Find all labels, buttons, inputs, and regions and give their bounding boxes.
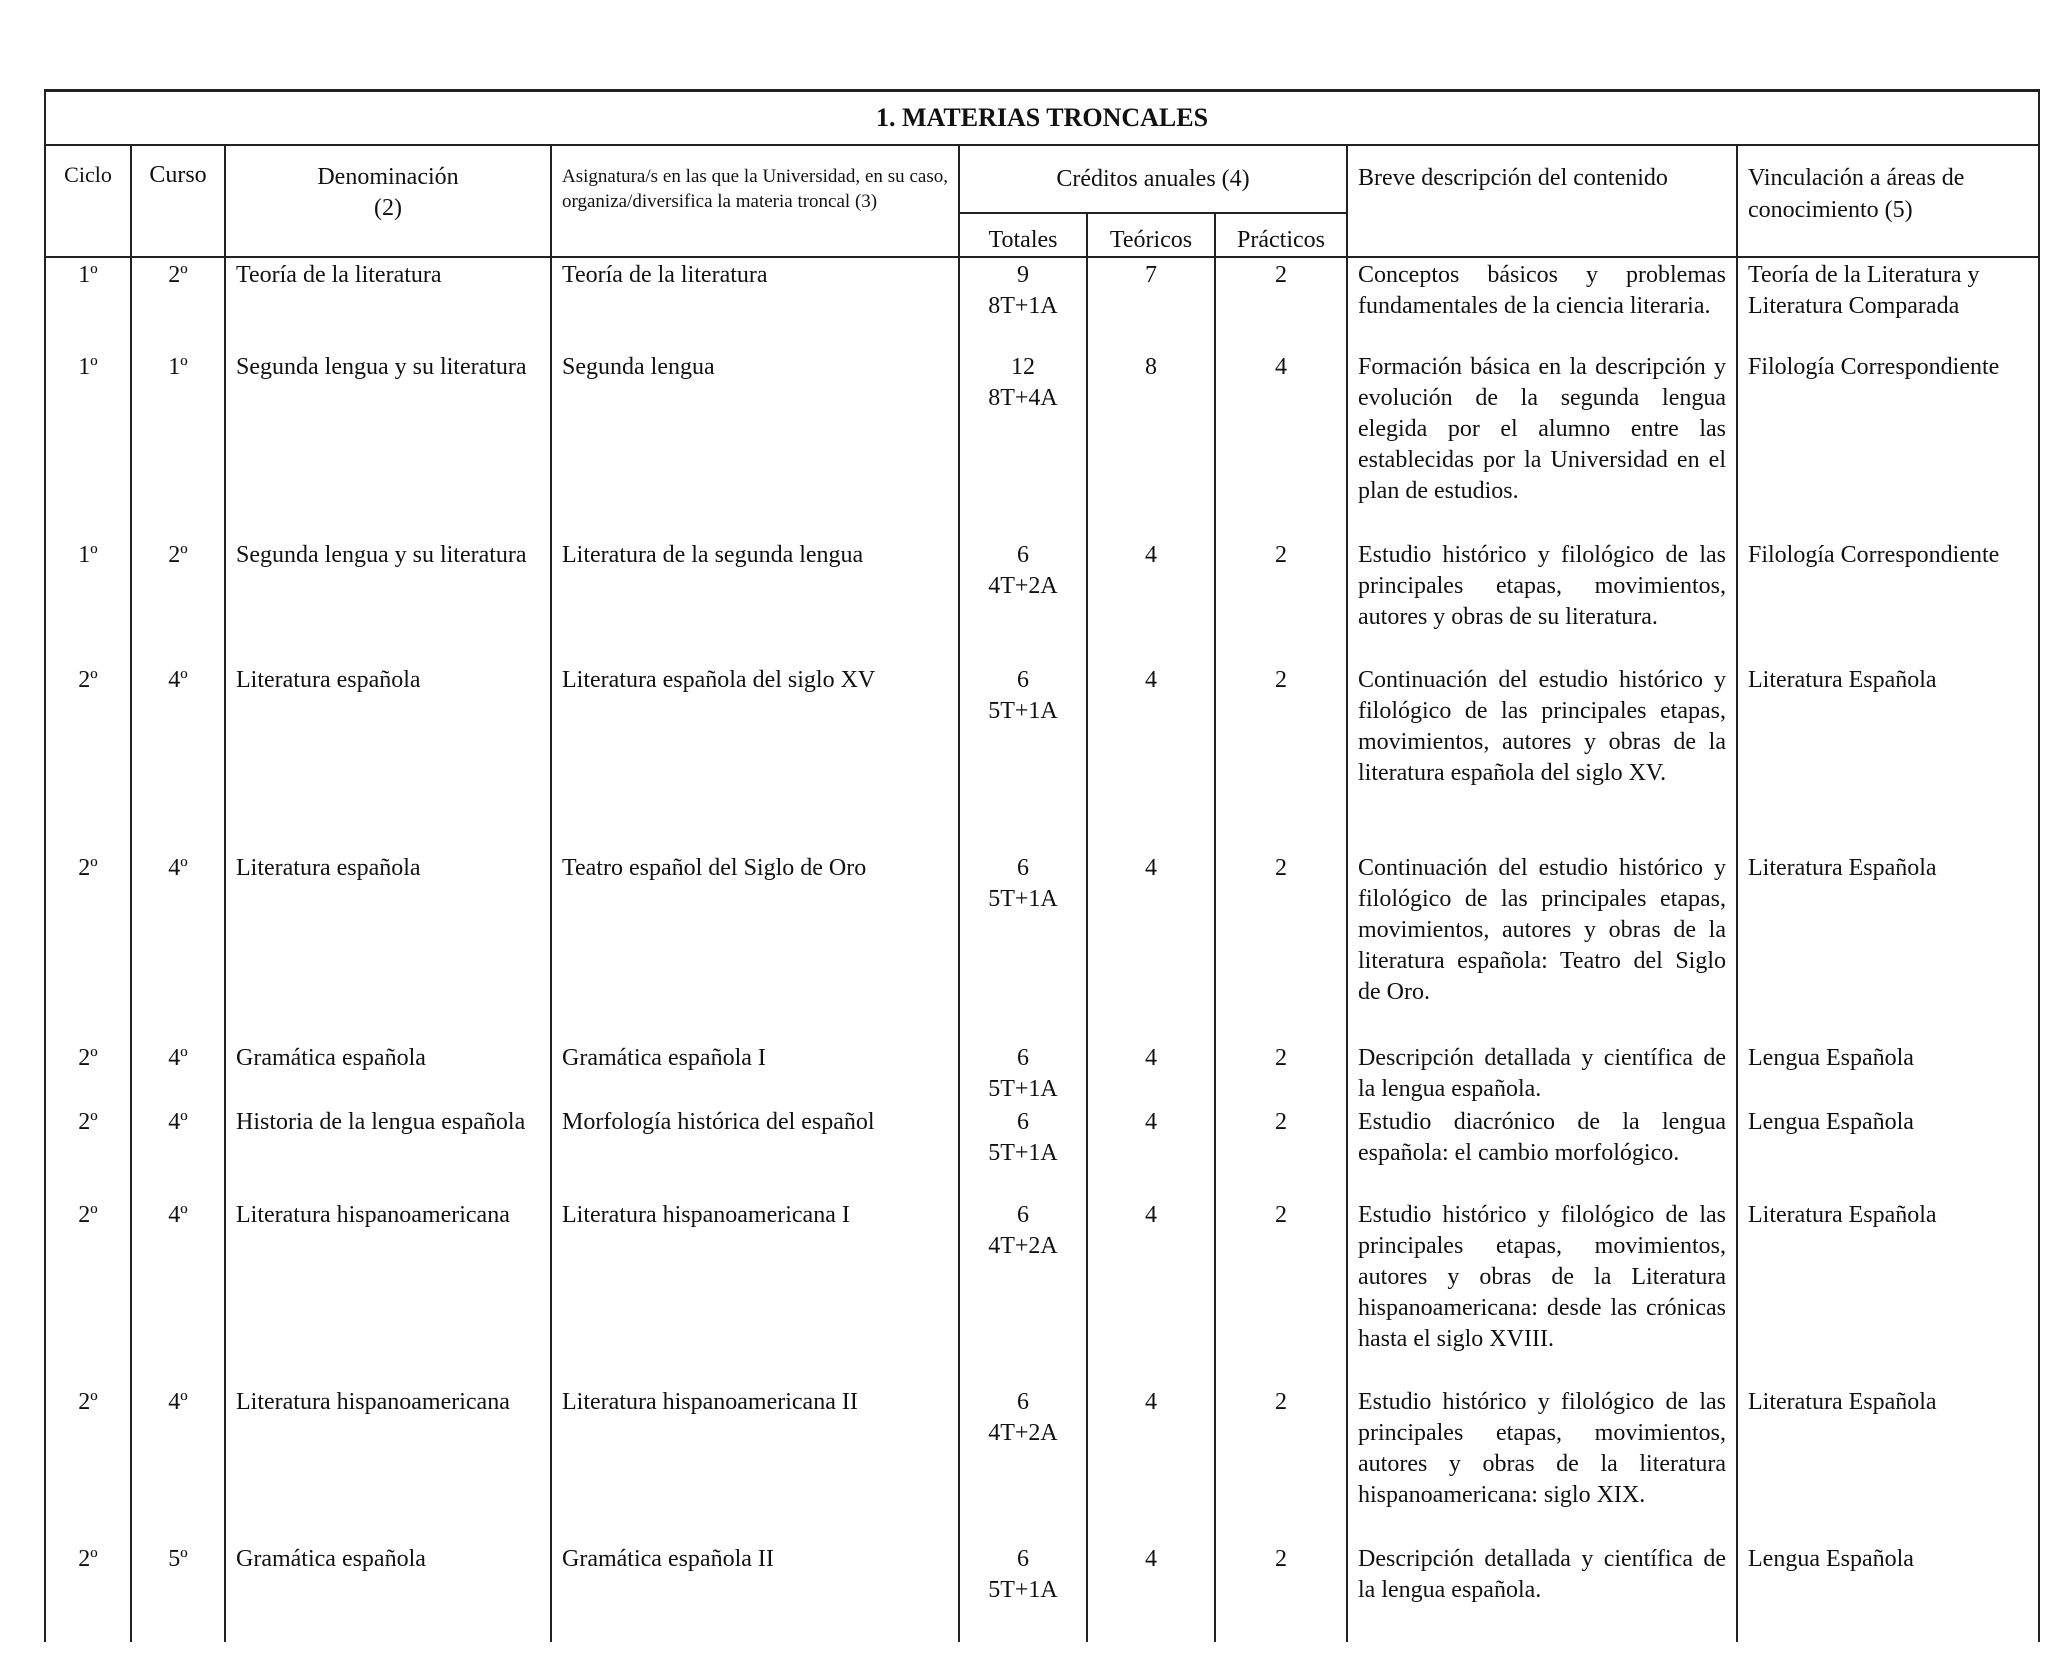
- cell-totales: [959, 1542, 1087, 1642]
- header-curso: Curso: [131, 145, 225, 257]
- cell-totales: [959, 1105, 1087, 1198]
- cell-ciclo: 2º: [45, 1385, 131, 1542]
- cell-asignatura: Literatura española del siglo XV: [551, 663, 959, 851]
- table-row: [45, 1041, 2039, 1105]
- cell-denominacion: Literatura española: [225, 851, 551, 1041]
- table-row: [45, 257, 2039, 350]
- cell-asignatura: Gramática española II: [551, 1542, 959, 1642]
- cell-practicos: 2: [1215, 1105, 1347, 1198]
- totales-value: 12: [1011, 354, 1035, 380]
- table-body: [45, 257, 2039, 1642]
- header-descripcion: Breve descripción del contenido: [1347, 145, 1737, 257]
- cell-teoricos: 4: [1087, 1041, 1215, 1105]
- cell-curso: 4º: [131, 1198, 225, 1385]
- cell-descripcion: Estudio diacrónico de la lengua española: el cambio morfológico.: [1347, 1105, 1737, 1198]
- distribucion-value: 4T+2A: [988, 1420, 1058, 1446]
- cell-teoricos: 4: [1087, 1385, 1215, 1542]
- cell-ciclo: 2º: [45, 1542, 131, 1642]
- cell-practicos: 2: [1215, 663, 1347, 851]
- table-row: [45, 1198, 2039, 1385]
- cell-curso: 2º: [131, 538, 225, 663]
- header-vinculacion: Vinculación a áreas de conocimiento (5): [1737, 145, 2039, 257]
- header-denominacion: [225, 145, 551, 257]
- table-row: [45, 851, 2039, 1041]
- materias-table: [44, 89, 2040, 1642]
- cell-practicos: 2: [1215, 1198, 1347, 1385]
- cell-asignatura: Morfología histórica del español: [551, 1105, 959, 1198]
- cell-curso: 4º: [131, 663, 225, 851]
- totales-value: 6: [1017, 1109, 1029, 1135]
- cell-practicos: 2: [1215, 851, 1347, 1041]
- materias-troncales-document: [44, 89, 2038, 1642]
- cell-vinculacion: Lengua Española: [1737, 1542, 2039, 1642]
- cell-teoricos: 4: [1087, 1542, 1215, 1642]
- cell-practicos: 2: [1215, 1542, 1347, 1642]
- cell-asignatura: Segunda lengua: [551, 350, 959, 538]
- cell-descripcion: Formación básica en la descripción y evolución de la segunda lengua elegida por el alumno entre las establecidas por la Universidad en el plan de estudios.: [1347, 350, 1737, 538]
- cell-totales: [959, 538, 1087, 663]
- cell-denominacion: Segunda lengua y su literatura: [225, 350, 551, 538]
- distribucion-value: 5T+1A: [988, 1577, 1058, 1603]
- cell-teoricos: 7: [1087, 257, 1215, 350]
- cell-teoricos: 4: [1087, 538, 1215, 663]
- distribucion-value: 8T+4A: [988, 385, 1058, 411]
- cell-totales: [959, 1198, 1087, 1385]
- cell-denominacion: Literatura española: [225, 663, 551, 851]
- header-creditos: Créditos anuales (4): [959, 145, 1347, 213]
- cell-descripcion: Estudio histórico y filológico de las principales etapas, movimientos, autores y obras de su literatura.: [1347, 538, 1737, 663]
- totales-value: 6: [1017, 1045, 1029, 1071]
- cell-vinculacion: Literatura Española: [1737, 1198, 2039, 1385]
- cell-vinculacion: Lengua Española: [1737, 1041, 2039, 1105]
- cell-descripcion: Estudio histórico y filológico de las principales etapas, movimientos, autores y obras de la literatura hispanoamericana: siglo XIX.: [1347, 1385, 1737, 1542]
- cell-vinculacion: Literatura Española: [1737, 851, 2039, 1041]
- cell-asignatura: Teoría de la literatura: [551, 257, 959, 350]
- cell-denominacion: Gramática española: [225, 1542, 551, 1642]
- cell-curso: 4º: [131, 1385, 225, 1542]
- distribucion-value: 4T+2A: [988, 573, 1058, 599]
- cell-ciclo: 1º: [45, 538, 131, 663]
- cell-teoricos: 8: [1087, 350, 1215, 538]
- cell-practicos: 2: [1215, 538, 1347, 663]
- cell-practicos: 2: [1215, 1385, 1347, 1542]
- cell-denominacion: Literatura hispanoamericana: [225, 1198, 551, 1385]
- cell-teoricos: 4: [1087, 663, 1215, 851]
- cell-ciclo: 1º: [45, 350, 131, 538]
- cell-totales: [959, 1385, 1087, 1542]
- distribucion-value: 5T+1A: [988, 1140, 1058, 1166]
- cell-practicos: 4: [1215, 350, 1347, 538]
- cell-teoricos: 4: [1087, 851, 1215, 1041]
- table-title: 1. MATERIAS TRONCALES: [45, 91, 2039, 146]
- cell-denominacion: Segunda lengua y su literatura: [225, 538, 551, 663]
- totales-value: 6: [1017, 1389, 1029, 1415]
- totales-value: 6: [1017, 1202, 1029, 1228]
- header-denominacion-label: Denominación: [317, 164, 459, 190]
- cell-totales: [959, 663, 1087, 851]
- cell-ciclo: 2º: [45, 663, 131, 851]
- cell-totales: [959, 1041, 1087, 1105]
- cell-curso: 2º: [131, 257, 225, 350]
- table-row: [45, 1542, 2039, 1642]
- cell-curso: 4º: [131, 851, 225, 1041]
- header-practicos: Prácticos: [1215, 213, 1347, 257]
- cell-totales: [959, 851, 1087, 1041]
- table-row: [45, 1105, 2039, 1198]
- cell-asignatura: Literatura de la segunda lengua: [551, 538, 959, 663]
- distribucion-value: 8T+1A: [988, 293, 1058, 319]
- cell-teoricos: 4: [1087, 1198, 1215, 1385]
- cell-denominacion: Teoría de la literatura: [225, 257, 551, 350]
- cell-denominacion: Gramática española: [225, 1041, 551, 1105]
- header-asignaturas: Asignatura/s en las que la Universidad, en su caso, organiza/diversifica la materia troncal (3): [551, 145, 959, 257]
- cell-descripcion: Continuación del estudio histórico y filológico de las principales etapas, movimientos, autores y obras de la literatura española del siglo XV.: [1347, 663, 1737, 851]
- cell-teoricos: 4: [1087, 1105, 1215, 1198]
- totales-value: 9: [1017, 262, 1029, 288]
- cell-asignatura: Literatura hispanoamericana I: [551, 1198, 959, 1385]
- title-row: [45, 91, 2039, 146]
- cell-totales: [959, 257, 1087, 350]
- table-row: [45, 1385, 2039, 1542]
- cell-curso: 4º: [131, 1041, 225, 1105]
- cell-denominacion: Literatura hispanoamericana: [225, 1385, 551, 1542]
- cell-totales: [959, 350, 1087, 538]
- cell-ciclo: 1º: [45, 257, 131, 350]
- totales-value: 6: [1017, 667, 1029, 693]
- totales-value: 6: [1017, 1546, 1029, 1572]
- distribucion-value: 5T+1A: [988, 698, 1058, 724]
- cell-ciclo: 2º: [45, 851, 131, 1041]
- cell-denominacion: Historia de la lengua española: [225, 1105, 551, 1198]
- totales-value: 6: [1017, 855, 1029, 881]
- cell-practicos: 2: [1215, 1041, 1347, 1105]
- totales-value: 6: [1017, 542, 1029, 568]
- header-ciclo: Ciclo: [45, 145, 131, 257]
- cell-curso: 5º: [131, 1542, 225, 1642]
- cell-asignatura: Teatro español del Siglo de Oro: [551, 851, 959, 1041]
- header-denominacion-note: (2): [374, 195, 402, 221]
- cell-descripcion: Conceptos básicos y problemas fundamentales de la ciencia literaria.: [1347, 257, 1737, 350]
- cell-vinculacion: Filología Correspondiente: [1737, 538, 2039, 663]
- table-row: [45, 663, 2039, 851]
- cell-asignatura: Gramática española I: [551, 1041, 959, 1105]
- table-row: [45, 538, 2039, 663]
- cell-vinculacion: Filología Correspondiente: [1737, 350, 2039, 538]
- cell-descripcion: Descripción detallada y científica de la lengua española.: [1347, 1542, 1737, 1642]
- cell-asignatura: Literatura hispanoamericana II: [551, 1385, 959, 1542]
- cell-practicos: 2: [1215, 257, 1347, 350]
- header-teoricos: Teóricos: [1087, 213, 1215, 257]
- cell-vinculacion: Literatura Española: [1737, 663, 2039, 851]
- cell-descripcion: Continuación del estudio histórico y filológico de las principales etapas, movimientos, autores y obras de la literatura española: Teatro del Siglo de Oro.: [1347, 851, 1737, 1041]
- header-totales: Totales: [959, 213, 1087, 257]
- distribucion-value: 5T+1A: [988, 886, 1058, 912]
- cell-curso: 1º: [131, 350, 225, 538]
- cell-descripcion: Estudio histórico y filológico de las principales etapas, movimientos, autores y obras de la Literatura hispanoamericana: desde las crónicas hasta el siglo XVIII.: [1347, 1198, 1737, 1385]
- distribucion-value: 4T+2A: [988, 1233, 1058, 1259]
- cell-ciclo: 2º: [45, 1105, 131, 1198]
- table-row: [45, 350, 2039, 538]
- cell-vinculacion: Lengua Española: [1737, 1105, 2039, 1198]
- cell-curso: 4º: [131, 1105, 225, 1198]
- distribucion-value: 5T+1A: [988, 1076, 1058, 1102]
- header-row: [45, 145, 2039, 213]
- cell-ciclo: 2º: [45, 1198, 131, 1385]
- cell-vinculacion: Teoría de la Literatura y Literatura Comparada: [1737, 257, 2039, 350]
- cell-vinculacion: Literatura Española: [1737, 1385, 2039, 1542]
- cell-ciclo: 2º: [45, 1041, 131, 1105]
- cell-descripcion: Descripción detallada y científica de la lengua española.: [1347, 1041, 1737, 1105]
